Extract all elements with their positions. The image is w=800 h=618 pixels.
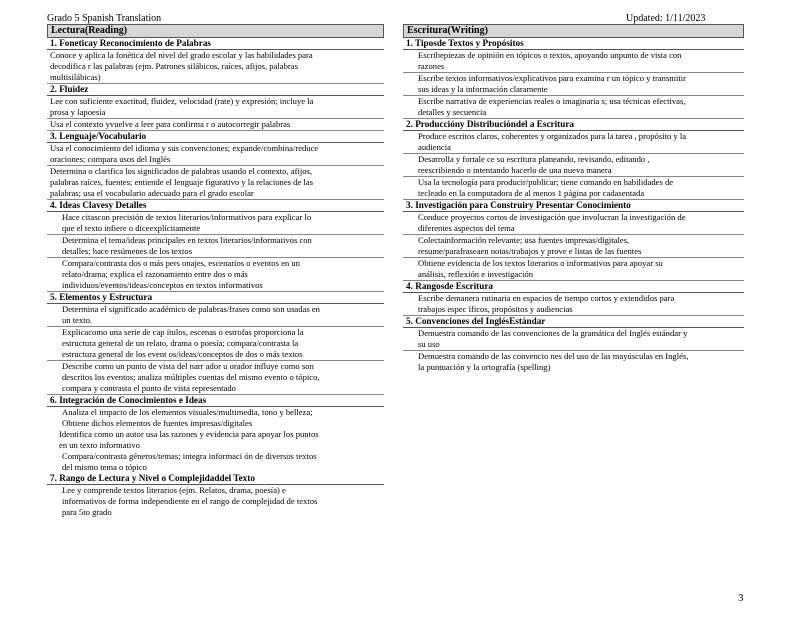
standard-text-line: Conduce proyectos cortos de investigación que involucran la investigación de xyxy=(418,212,686,222)
reading-column-title: Lectura(Reading) xyxy=(47,24,384,38)
writing-standard-item xyxy=(403,154,744,177)
standard-text-line: Lee y comprende textos literarios (ejm. Relatos, drama, poesía) e xyxy=(62,485,286,495)
standard-text-line: Explicacomo una serie de cap ítulos, escenas o estrofas proporciona la xyxy=(62,327,304,337)
reading-standard-item xyxy=(47,304,384,327)
standard-text-line: Lee con suficiente exactitud, fluidez, velocidad (rate) y expresión; incluye la xyxy=(50,96,314,106)
standard-text-line: Analiza el impacto de los elementos visuales/multimedia, tono y belleza; xyxy=(62,407,313,417)
reading-section-title: 3. Lenguaje/Vocabulario xyxy=(47,131,384,143)
writing-standard-item xyxy=(403,131,744,154)
standard-text-line: oraciones; compara usos del Inglés xyxy=(50,154,171,164)
reading-section-title: 4. Ideas Clavesy Detalles xyxy=(47,200,384,212)
standard-text-line: sus ideas y la información claramente xyxy=(418,84,548,94)
reading-standard-item xyxy=(47,119,384,131)
reading-section-title: 7. Rango de Lectura y Nivel o Complejidaddel Texto xyxy=(47,473,384,485)
standard-text-line: Obtiene evidencia de los textos literarios o informativos para apoyar su xyxy=(418,258,663,268)
writing-standard-item xyxy=(403,50,744,73)
writing-standard-item xyxy=(403,235,744,258)
standard-text-line: Determina el tema/ideas principales en textos literarios/informativos con xyxy=(62,235,312,245)
standard-text-line: individuos/eventos/ideas/conceptos en textos informativos xyxy=(62,280,263,290)
reading-standard-item xyxy=(47,50,384,84)
standard-text-line: Conoce y aplica la fonética del nivel del grado escolar y las habilidades para xyxy=(50,50,313,60)
writing-standard-item xyxy=(403,96,744,119)
standard-text-line: un texto. xyxy=(62,315,93,325)
reading-standard-item xyxy=(47,258,384,292)
standard-text-line: Hace citascon precisión de textos literarios/informativos para explicar lo xyxy=(62,212,312,222)
standard-text-line: compara y contrasta el punto de vista representado xyxy=(62,383,236,393)
writing-standard-item xyxy=(403,177,744,200)
standard-text-line: su uso xyxy=(418,339,440,349)
reading-standard-item xyxy=(47,212,384,235)
standard-text-line: Escribepiezas de opinión en tópicos o textos, apoyando unpunto de vista con xyxy=(418,50,682,60)
reading-section-title: 1. Foneticay Reconocimiento de Palabras xyxy=(47,38,384,50)
reading-standard-item xyxy=(47,143,384,166)
standard-text-line: detalles y secuencia xyxy=(418,107,487,117)
reading-standard-item xyxy=(47,407,384,429)
standard-text-line: estructura general de los event os/ideas/conceptos de dos o más textos xyxy=(62,349,303,359)
standard-text-line: Usa el contexto yvuelve a leer para confirma r o autocorregir palabras xyxy=(50,119,291,129)
standard-text-line: análisis, reflexión e investigación xyxy=(418,269,534,279)
writing-standard-item xyxy=(403,73,744,96)
standard-text-line: Demuestra comando de las convencio nes del uso de las mayúsculas en Inglés, xyxy=(418,351,689,361)
writing-standard-item xyxy=(403,293,744,316)
standard-text-line: reescribiendo o intentando hacerlo de una nueva manera xyxy=(418,165,612,175)
writing-section-title: 1. Tiposde Textos y Propósitos xyxy=(403,38,744,50)
standard-text-line: decodifica r las palabras (ejm. Patrones silábicos, raíces, afijos, palabras xyxy=(50,61,298,71)
reading-standard-item xyxy=(47,96,384,119)
writing-standard-item xyxy=(403,212,744,235)
updated-date: Updated: 1/11/2023 xyxy=(626,13,706,24)
reading-standard-item xyxy=(47,327,384,361)
standard-text-line: relato/drama; explica el razonamiento entre dos o más xyxy=(62,269,248,279)
standard-text-line: trabajos espec íficos, propósitos y audiencias xyxy=(418,304,573,314)
standard-text-line: Produce escritos claros, coherentes y organizados para la tarea , propósito y la xyxy=(418,131,687,141)
standard-text-line: Escribe textos informativos/explicativos para examina r un tópico y transmitir xyxy=(418,73,687,83)
reading-section-title: 2. Fluidez xyxy=(47,84,384,96)
standard-text-line: resume/parafraseaen notas/trabajos y prove e listas de las fuentes xyxy=(418,246,642,256)
standard-text-line: audiencia xyxy=(418,142,451,152)
standard-text-line: tecleado en la computadora de al menos 1 página por cadasentada xyxy=(418,188,645,198)
standard-text-line: Describe como un punto de vista del narr ador u orador influye como son xyxy=(62,361,314,371)
reading-standard-item xyxy=(47,361,384,395)
writing-standard-item xyxy=(403,351,744,373)
standard-text-line: razones xyxy=(418,61,445,71)
writing-standard-item xyxy=(403,258,744,281)
standard-text-line: informativos de forma independiente en el rango de complejidad de textos xyxy=(62,496,318,506)
writing-column-title: Escritura(Writing) xyxy=(403,24,744,38)
reading-section-title: 5. Elementos y Estructura xyxy=(47,292,384,304)
reading-sections xyxy=(47,38,384,518)
standard-text-line: Usa el conocimiento del idioma y sus convenciones; expande/combina/reduce xyxy=(50,143,319,153)
standard-text-line: Escribe narrativa de experiencias reales o imaginaria s; usa técnicas efectivas, xyxy=(418,96,686,106)
standard-text-line: Escribe demanera rutinaria en espacios de tiempo cortos y extendidos para xyxy=(418,293,675,303)
standard-text-line: diferentes aspectos del tema xyxy=(418,223,515,233)
reading-standard-item xyxy=(47,429,384,451)
standard-text-line: Identifica como un autor usa las razones y evidencia para apoyar los puntos xyxy=(59,429,319,439)
document-title: Grado 5 Spanish Translation xyxy=(47,13,162,24)
standard-text-line: para 5to grado xyxy=(62,507,112,517)
standard-text-line: Usa la tecnología para producir/publicar; tiene comando en habilidades de xyxy=(418,177,674,187)
standard-text-line: Demuestra comando de las convenciones de la gramática del Inglés estándar y xyxy=(418,328,688,338)
standard-text-line: Compara/contrasta dos o más pers onajes, escenarios o eventos en un xyxy=(62,258,300,268)
standard-text-line: que el texto infiere o diceexplícitamente xyxy=(62,223,201,233)
writing-section-title: 5. Convenciones del InglésEstándar xyxy=(403,316,744,328)
page-number: 3 xyxy=(738,592,744,604)
writing-column xyxy=(403,24,744,373)
standard-text-line: Determina el significado académico de palabras/frases como son usadas en xyxy=(62,304,320,314)
standard-text-line: Colectainformación relevante; usa fuentes impresas/digitales, xyxy=(418,235,630,245)
writing-section-title: 3. Investigación para Construiry Presentar Conocimiento xyxy=(403,200,744,212)
reading-section-title: 6. Integración de Conocimientos e Ideas xyxy=(47,395,384,407)
reading-standard-item xyxy=(47,235,384,258)
standard-text-line: la puntuación y la ortografía (spelling) xyxy=(418,362,551,372)
standard-text-line: descritos los eventos; analiza múltiples cuentas del mismo evento o tópico, xyxy=(62,372,320,382)
standard-text-line: en un texto informativo xyxy=(59,440,140,450)
reading-standard-item xyxy=(47,166,384,200)
standard-text-line: Compara/contrasta géneros/temas; integra informaci ón de diversos textos xyxy=(62,451,317,461)
writing-section-title: 4. Rangosde Escritura xyxy=(403,281,744,293)
writing-sections xyxy=(403,38,744,373)
standard-text-line: Obtiene dichos elementos de fuentes impresas/digitales xyxy=(62,418,253,428)
standard-text-line: multisilábicas) xyxy=(50,72,101,82)
reading-column xyxy=(47,24,384,518)
standard-text-line: prosa y lapoesía xyxy=(50,107,106,117)
reading-standard-item xyxy=(47,451,384,473)
standard-text-line: del mismo tema o tópico xyxy=(62,462,147,472)
standard-text-line: palabras; usa el vocabulario adecuado para el grado escolar xyxy=(50,188,254,198)
standard-text-line: estructura general de un relato, drama o poesía; compara/contrasta la xyxy=(62,338,299,348)
writing-standard-item xyxy=(403,328,744,351)
writing-section-title: 2. Produccióny Distribucióndel a Escritura xyxy=(403,119,744,131)
standard-text-line: palabras raíces, fuentes; entiende el lenguaje figurativo y la relaciones de las xyxy=(50,177,313,187)
standard-text-line: detalles; hace resúmenes de los textos xyxy=(62,246,193,256)
standard-text-line: Determina o clarifica los significados de palabras usando el contexto, afijos, xyxy=(50,166,313,176)
standard-text-line: Desarrolla y fortale ce su escritura planeando, revisando, editando , xyxy=(418,154,650,164)
reading-standard-item xyxy=(47,485,384,518)
